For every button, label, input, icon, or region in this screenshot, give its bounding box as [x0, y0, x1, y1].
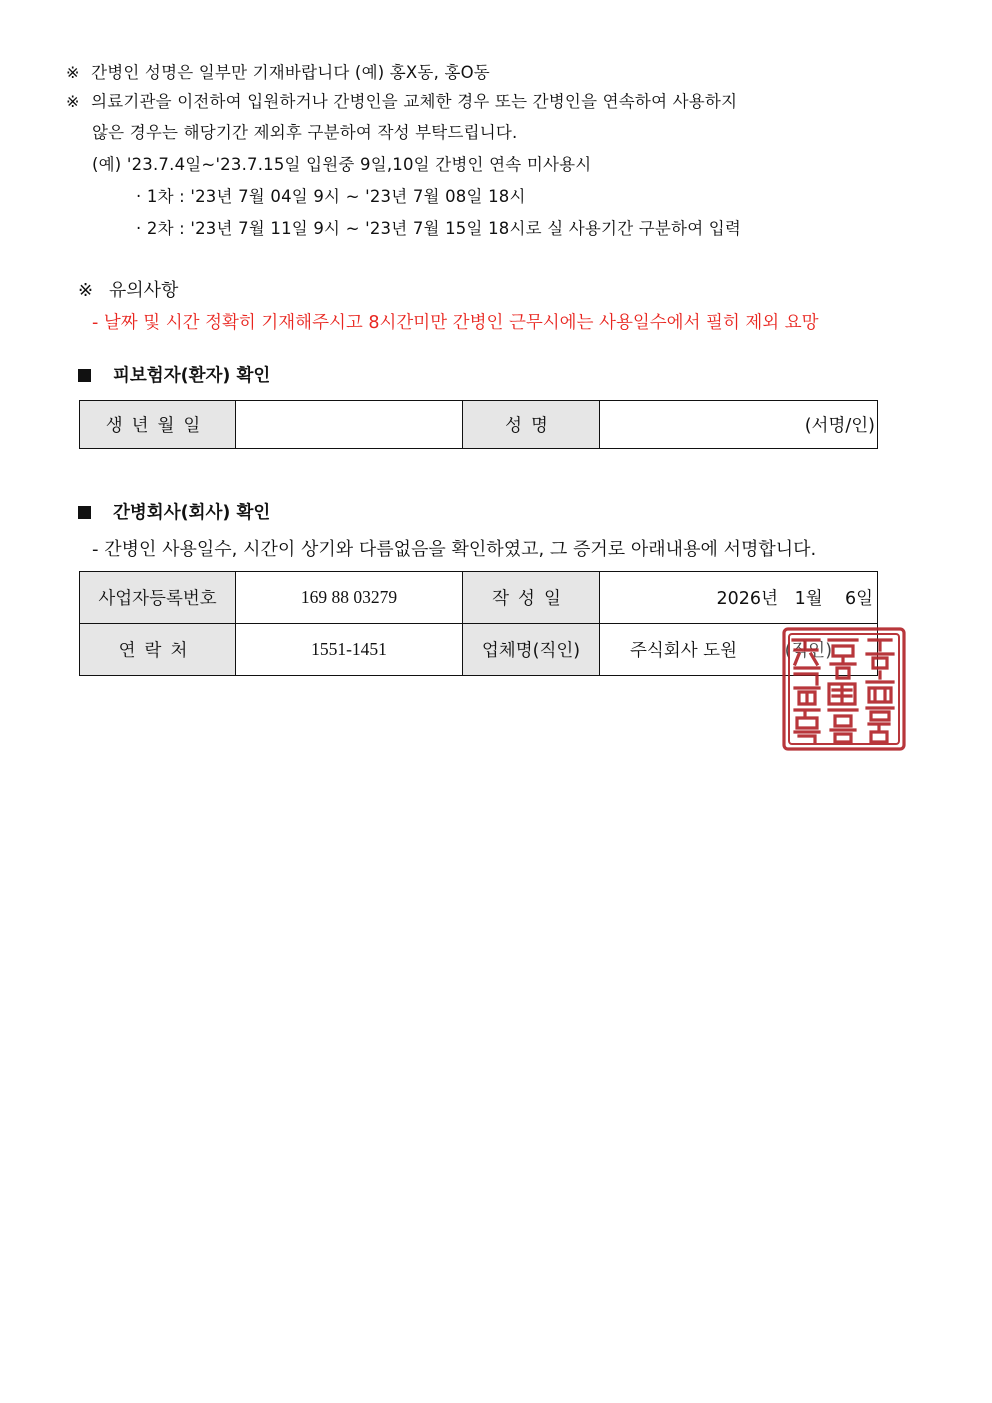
reg-number-value: 169 88 03279	[236, 572, 463, 624]
company-heading: 간병회사(회사) 확인	[78, 499, 270, 524]
birth-field[interactable]	[236, 401, 463, 449]
example-line: (예) '23.7.4일~'23.7.15일 입원중 9일,10일 간병인 연속 미사용시	[92, 155, 592, 174]
note-text: 의료기관을 이전하여 입원하거나 간병인을 교체한 경우 또는 간병인을 연속하여 사용하지	[91, 92, 738, 111]
company-name-value: 주식회사 도원	[630, 641, 737, 661]
company-table	[79, 571, 878, 676]
reference-mark-icon: ※	[78, 280, 94, 301]
seal-placeholder-text: (직인)	[784, 641, 833, 661]
example-item-1: · 1차 : '23년 7월 04일 9시 ~ '23년 7월 08일 18시	[136, 187, 526, 206]
insured-heading: 피보험자(환자) 확인	[78, 362, 270, 387]
note-line-2	[66, 88, 737, 112]
caution-text: - 날짜 및 시간 정확히 기재해주시고 8시간미만 간병인 근무시에는 사용일수에서 필히 제외 요망	[92, 313, 819, 333]
example-item-2: · 2차 : '23년 7월 11일 9시 ~ '23년 7월 15일 18시로 실 사용기간 구분하여 입력	[136, 219, 742, 238]
company-seal-stamp	[781, 626, 907, 752]
date-value: 2026년 1월 6일	[600, 572, 878, 624]
name-label: 성명	[463, 401, 600, 449]
date-label: 작성일	[463, 572, 600, 624]
insured-table	[79, 400, 878, 449]
company-statement: - 간병인 사용일수, 시간이 상기와 다름없음을 확인하였고, 그 증거로 아래내용에 서명합니다.	[92, 539, 817, 560]
caution-title: ※ 유의사항	[78, 280, 179, 301]
reference-mark-icon: ※	[66, 92, 80, 111]
black-square-icon	[78, 369, 91, 382]
reference-mark-icon: ※	[66, 63, 80, 82]
contact-label: 연락처	[80, 624, 236, 676]
sign-text: (서명/인)	[804, 416, 875, 436]
note-line-3: 않은 경우는 해당기간 제외후 구분하여 작성 부탁드립니다.	[92, 123, 518, 142]
name-signature-field[interactable]	[600, 401, 878, 449]
note-line-1	[66, 59, 490, 83]
reg-number-label: 사업자등록번호	[80, 572, 236, 624]
contact-value: 1551-1451	[236, 624, 463, 676]
birth-label: 생년월일	[80, 401, 236, 449]
black-square-icon	[78, 506, 91, 519]
company-name-label: 업체명(직인)	[463, 624, 600, 676]
note-text: 간병인 성명은 일부만 기재바랍니다 (예) 홍X동, 홍O동	[91, 63, 490, 82]
